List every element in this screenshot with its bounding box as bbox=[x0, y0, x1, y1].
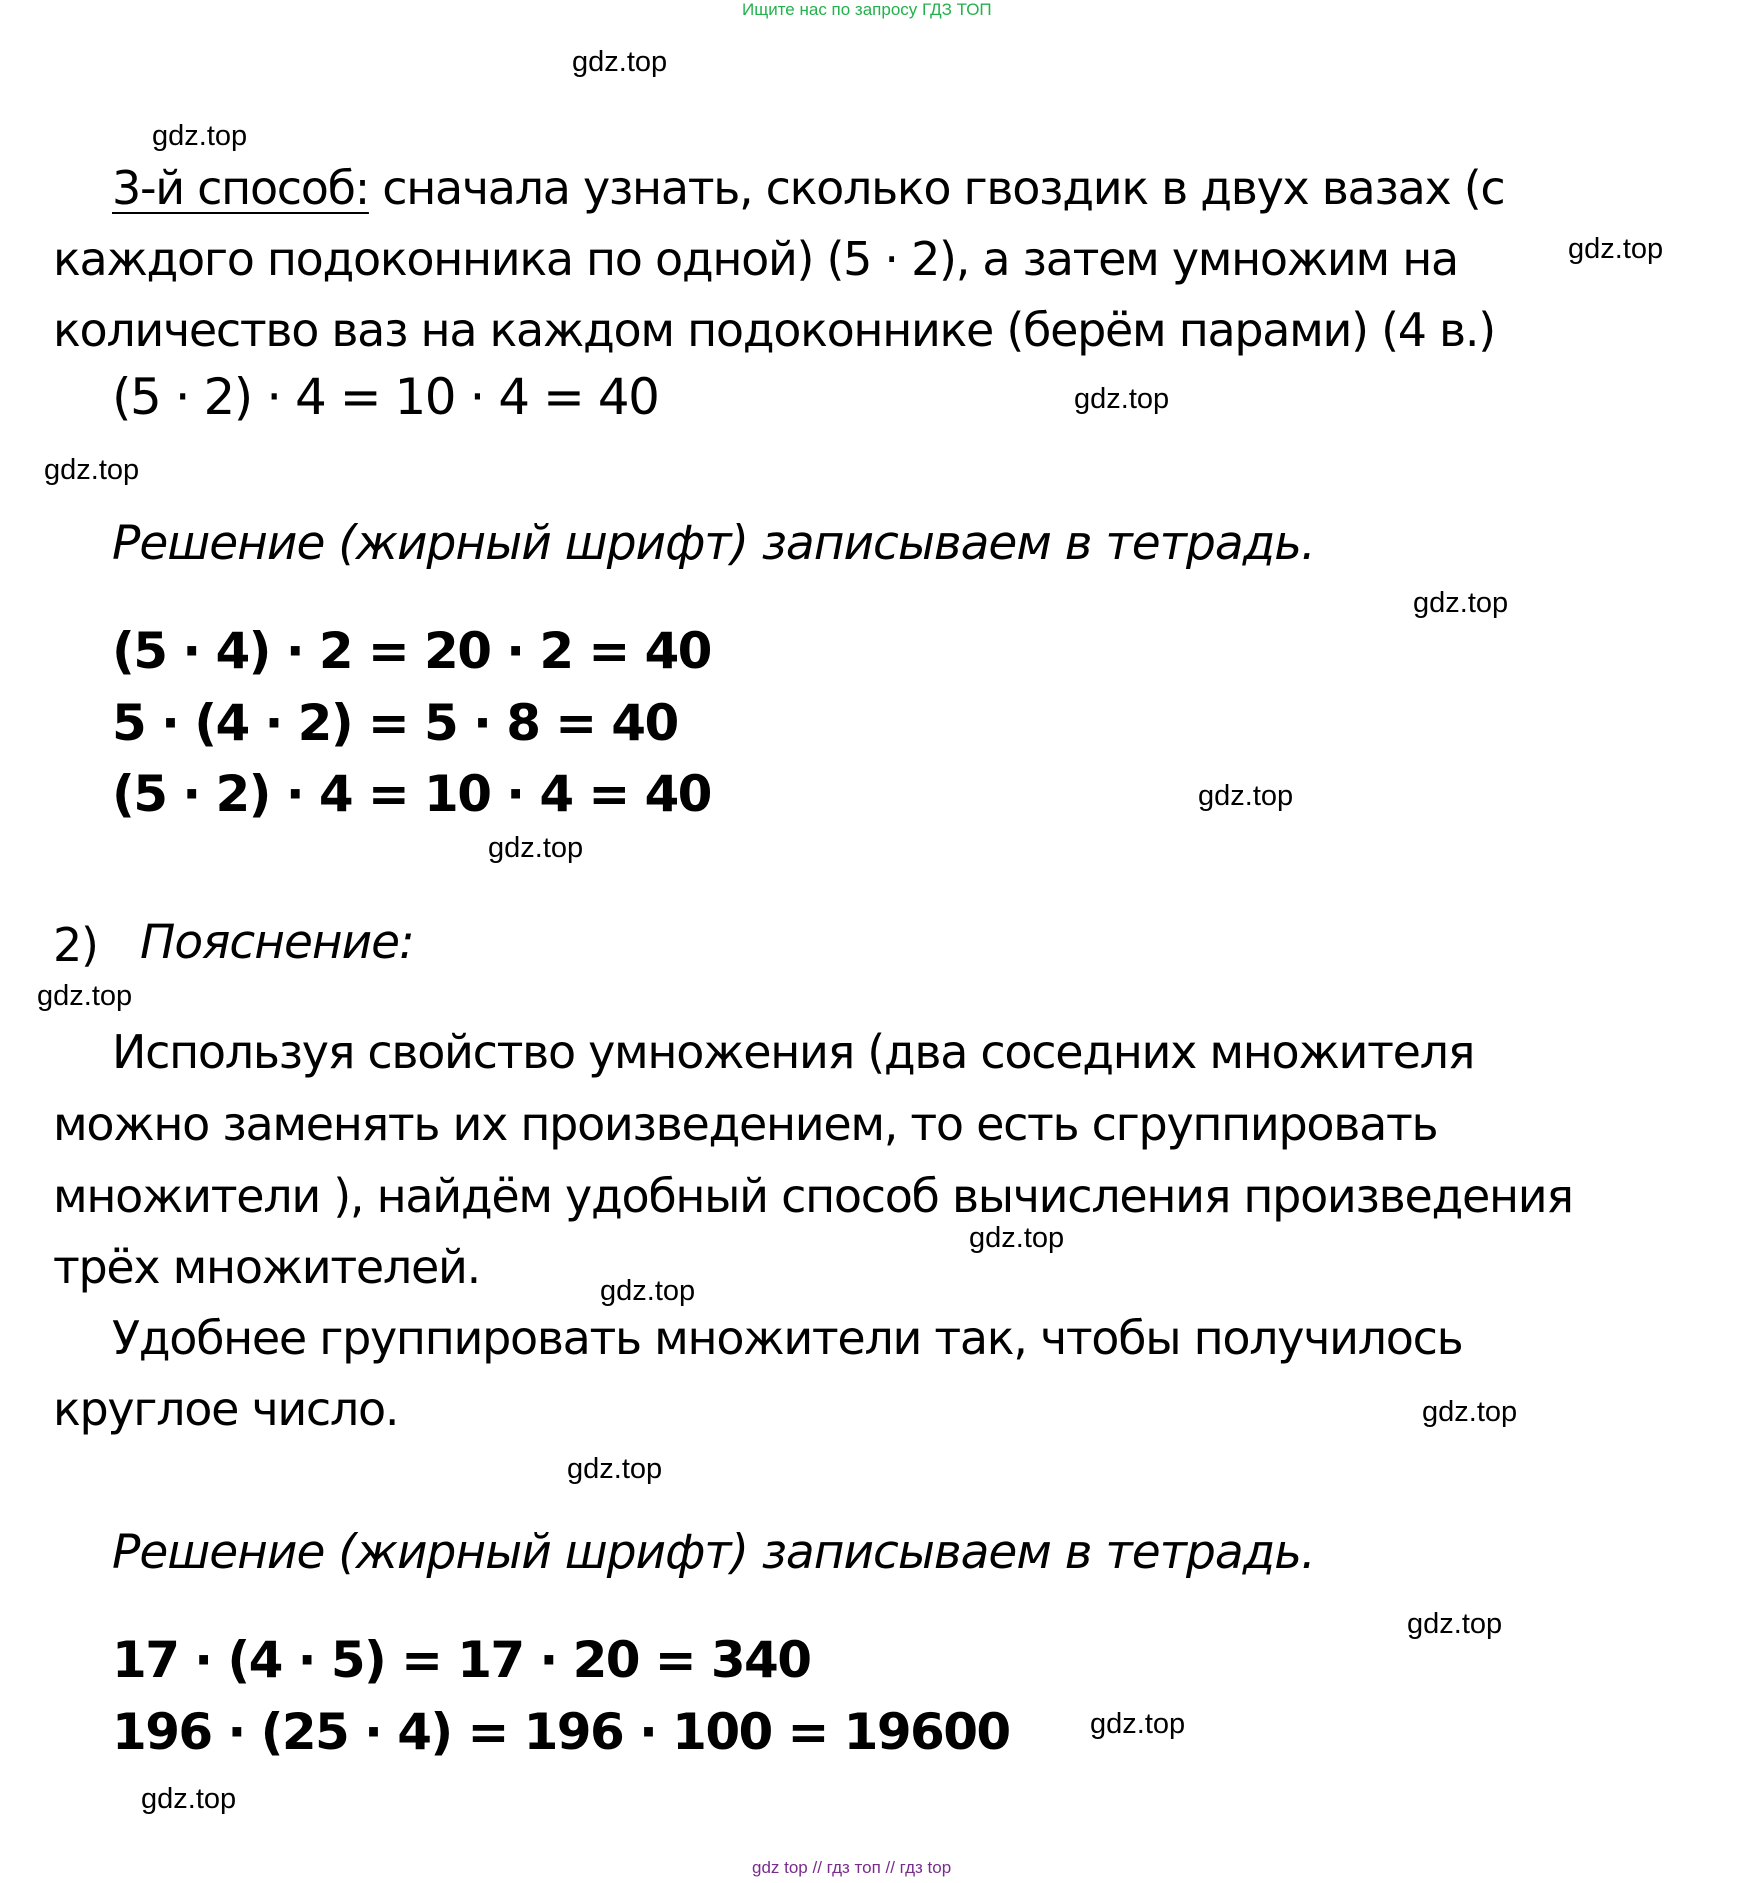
part2-number: 2) bbox=[53, 918, 98, 972]
part2-heading: Пояснение: bbox=[140, 915, 414, 970]
watermark: gdz.top bbox=[152, 120, 248, 152]
method3-line3: количество ваз на каждом подоконнике (берём парами) (4 в.) bbox=[53, 303, 1495, 357]
solution1-line: 5 · (4 · 2) = 5 · 8 = 40 bbox=[112, 694, 678, 752]
solution1-line: (5 · 2) · 4 = 10 · 4 = 40 bbox=[112, 765, 711, 823]
watermark: gdz.top bbox=[572, 46, 668, 78]
solution2-line: 196 · (25 · 4) = 196 · 100 = 19600 bbox=[112, 1703, 1010, 1761]
part2-para1-line: множители ), найдём удобный способ вычисления произведения bbox=[53, 1169, 1573, 1223]
top-banner: Ищите нас по запросу ГДЗ ТОП bbox=[742, 0, 992, 19]
method3-label: 3-й способ: bbox=[112, 161, 369, 215]
watermark: gdz.top bbox=[600, 1275, 696, 1307]
watermark: gdz.top bbox=[1413, 587, 1509, 619]
method3-line1 bbox=[112, 152, 1504, 224]
note-bold-solution: Решение (жирный шрифт) записываем в тетрадь. bbox=[112, 1525, 1315, 1580]
solution1-line: (5 · 4) · 2 = 20 · 2 = 40 bbox=[112, 622, 711, 680]
part2-para2-line: Удобнее группировать множители так, чтобы получилось bbox=[112, 1311, 1463, 1365]
footer-links: gdz top // гдз топ // гдз top bbox=[752, 1858, 952, 1877]
part2-para2-line: круглое число. bbox=[53, 1382, 399, 1436]
solution2-line: 17 · (4 · 5) = 17 · 20 = 340 bbox=[112, 1631, 811, 1689]
watermark: gdz.top bbox=[1568, 233, 1664, 265]
watermark: gdz.top bbox=[44, 454, 140, 486]
method3-line1-text: сначала узнать, сколько гвоздик в двух вазах (с bbox=[368, 161, 1505, 215]
watermark: gdz.top bbox=[37, 980, 133, 1012]
watermark: gdz.top bbox=[1407, 1608, 1503, 1640]
watermark: gdz.top bbox=[1422, 1396, 1518, 1428]
watermark: gdz.top bbox=[1090, 1708, 1186, 1740]
method3-equation: (5 · 2) · 4 = 10 · 4 = 40 bbox=[112, 368, 659, 426]
watermark: gdz.top bbox=[1198, 780, 1294, 812]
watermark: gdz.top bbox=[969, 1222, 1065, 1254]
method3-line2: каждого подоконника по одной) (5 · 2), а затем умножим на bbox=[53, 232, 1458, 286]
watermark: gdz.top bbox=[488, 832, 584, 864]
note-bold-solution: Решение (жирный шрифт) записываем в тетрадь. bbox=[112, 516, 1315, 571]
watermark: gdz.top bbox=[567, 1453, 663, 1485]
part2-para1-line: трёх множителей. bbox=[53, 1240, 480, 1294]
watermark: gdz.top bbox=[141, 1783, 237, 1815]
watermark: gdz.top bbox=[1074, 383, 1170, 415]
part2-para1-line: можно заменять их произведением, то есть сгруппировать bbox=[53, 1097, 1438, 1151]
part2-para1-line: Используя свойство умножения (два соседних множителя bbox=[112, 1025, 1475, 1079]
